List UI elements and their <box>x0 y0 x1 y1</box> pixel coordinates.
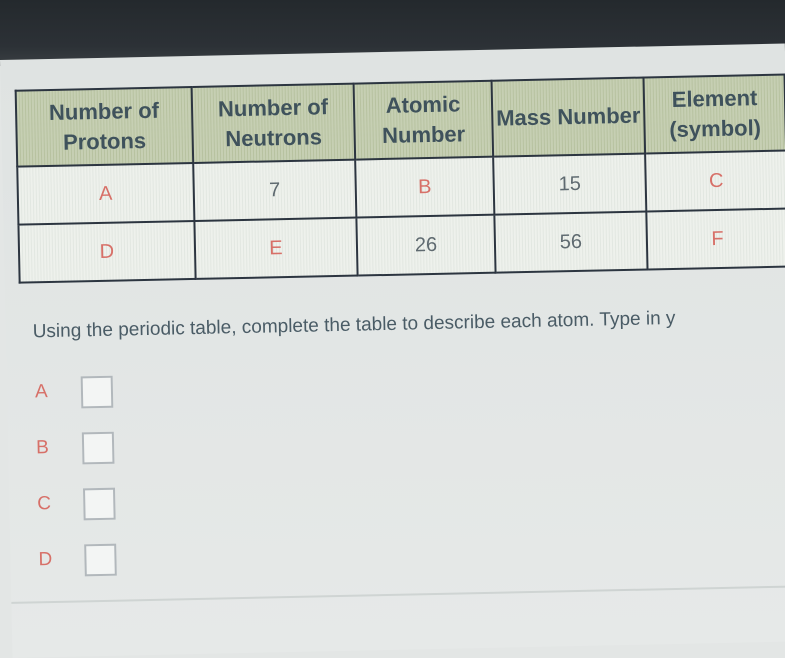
cell-protons-d: D <box>18 221 195 283</box>
header-atomic-number: Atomic Number <box>354 81 493 160</box>
answer-label-c: C <box>37 493 52 515</box>
header-mass-number: Mass Number <box>491 78 645 157</box>
cell-element-c: C <box>645 151 785 212</box>
header-neutrons: Number of Neutrons <box>191 84 355 163</box>
answer-label-b: B <box>35 437 50 459</box>
answer-label-a: A <box>34 381 48 403</box>
answer-label-d: D <box>38 549 53 571</box>
answer-input-c[interactable] <box>83 488 116 521</box>
worksheet-page <box>0 44 785 658</box>
answer-list <box>34 377 53 613</box>
cell-element-f: F <box>646 209 785 270</box>
cell-neutrons-e: E <box>194 218 358 279</box>
header-protons: Number of Protons <box>16 87 193 167</box>
cell-neutrons: 7 <box>193 160 357 221</box>
answer-row-c <box>37 489 52 545</box>
answer-input-a[interactable] <box>81 376 114 409</box>
section-divider <box>11 585 785 603</box>
cell-mass-number: 56 <box>494 211 647 272</box>
atom-table <box>15 74 785 284</box>
answer-input-b[interactable] <box>82 432 115 465</box>
answer-row-d <box>38 545 53 601</box>
answer-row-a <box>34 377 48 433</box>
cell-atomic-number-b: B <box>355 157 494 218</box>
answer-row-b <box>35 433 50 489</box>
answer-input-d[interactable] <box>84 544 117 577</box>
header-element-symbol: Element (symbol) <box>644 75 785 154</box>
cell-atomic-number: 26 <box>357 215 496 276</box>
instruction-text: Using the periodic table, complete the table to describe each atom. Type in y <box>32 307 676 343</box>
cell-mass-number: 15 <box>493 154 646 215</box>
cell-protons-a: A <box>17 163 194 225</box>
